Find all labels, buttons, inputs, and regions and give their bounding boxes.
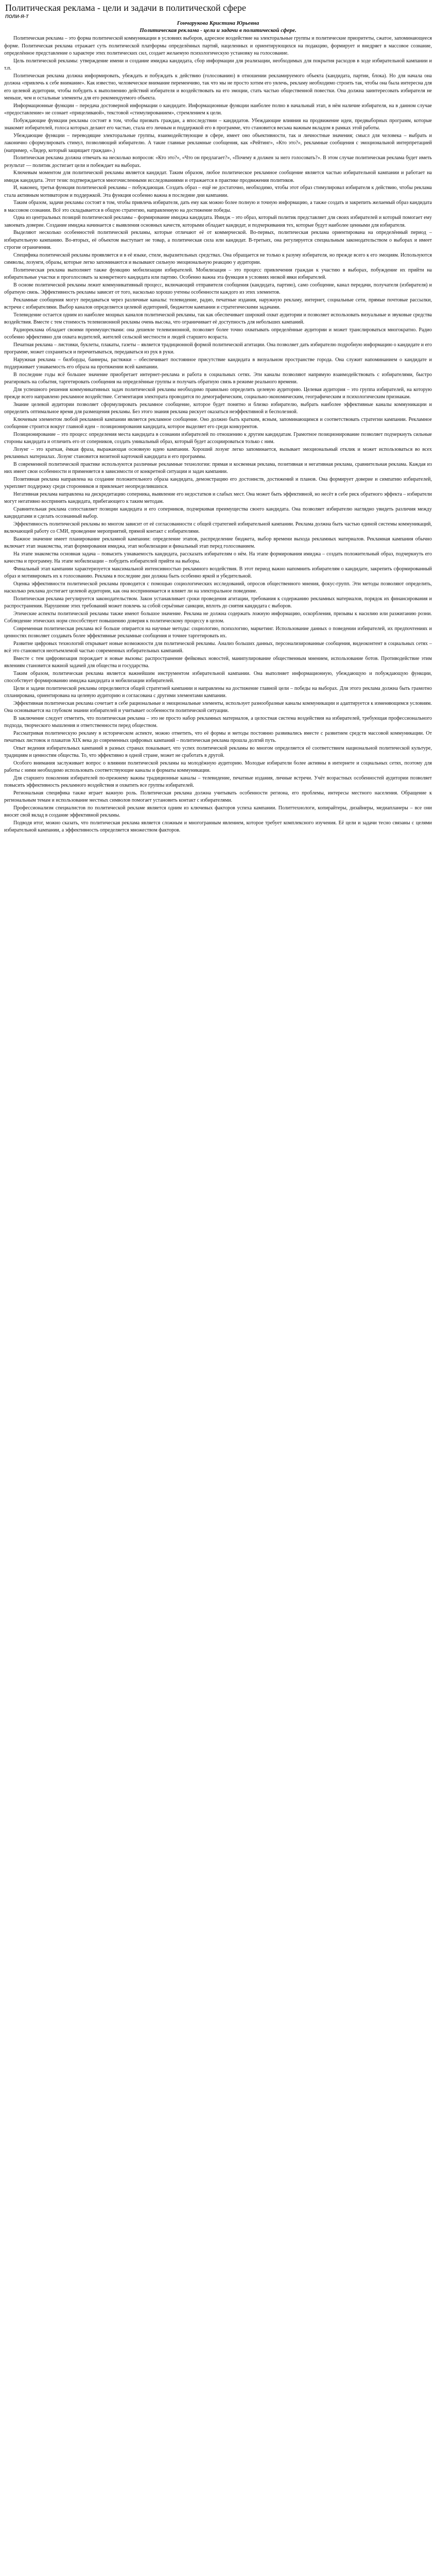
article-paragraph: Побуждающие функции рекламы состоят в том, чтобы призвать граждан, а впоследствии – кандидатов. Убеждающие влияния на продвижение идеи, предвыборных программ, которые знакомят избирателей, голоса которых делают его частью, стала его личным и поддержкой его в программе, что становится весьма важным вкладом в рамках этой работы. (4, 117, 432, 131)
article-paragraph: Эффективная политическая реклама сочетает в себе рациональные и эмоциональные элементы, использует разнообразные каналы коммуникации и адаптируется к изменяющимся условиям. Она основывается на глубоком знании избирателей и учитывает особенности политической ситуации. (4, 700, 432, 714)
article-paragraph: В основе политической рекламы лежит коммуникативный процесс, включающий отправителя сообщения (кандидата, партию), само сообщение, канал передачи, получателя (избирателя) и обратную связь. Эффективность рекламы зависит от того, насколько хорошо учтены особенности каждого из этих элементов. (4, 282, 432, 295)
article-paragraph: Политическая реклама регулируется законодательством. Закон устанавливает сроки проведения агитации, требования к содержанию рекламных материалов, порядок их финансирования и распространения. Нарушение этих требований может повлечь за собой серьёзные санкции, вплоть до снятия кандидата с выборов. (4, 596, 432, 609)
article-paragraph: Цель политической рекламы: утверждение имени и создание имиджа кандидата, сбор информации для реализации, необходимых для покрытия расходов в ходе избирательной кампании и т.п. (4, 58, 432, 71)
article-paragraph: Оценка эффективности политической рекламы проводится с помощью социологических исследований, опросов общественного мнения, фокус-групп. Эти методы позволяют определить, насколько реклама достигает целевой аудитории, как она воспринимается и влияет ли на электоральное поведение. (4, 581, 432, 594)
article-paragraph: Политическая реклама должна отвечать на несколько вопросов: «Кто это?», «Что он предлагает?», «Почему я должен за него голосовать?». В этом случае политическая реклама будет иметь результат — политик достигает цели и побеждает на выборах. (4, 155, 432, 168)
article-subtitle: Политическая реклама - цели и задачи в политической сфере. (139, 27, 297, 33)
author-name: Гончарукова Кристина Юрьевна (177, 20, 259, 26)
article-body (4, 35, 432, 835)
article-paragraph: Одна из центральных позиций политической рекламы – формирование имиджа кандидата. Имидж – это образ, который политик представляет для своих избирателей и который помогает ему завоевать доверие. Создание имиджа начинается с выявления основных качеств, которыми обладает кандидат, и подчеркивания тех, которые будут наиболее ценными для избирателя. (4, 215, 432, 228)
article-paragraph: Политическая реклама – это форма политической коммуникации в условиях выборов, адресное воздействие на электоральные группы и политические приоритеты, сжатое, запоминающееся форме. Политическая реклама отражает суть политической платформы определённых партий, нацеленных и ориентирующихся на подакцию, формирует и внедряет в массовое сознание, определённое представление о характере этих политических сил, создает желаемую психологическую установку на голосование. (4, 36, 432, 56)
article-paragraph: Убеждающие функции – переводящие электоральные группы, взаимодействующие в сфере, имеет оно объективности, так и личностные значения; смысл для человека – выбрать и лаконично сформулировать стимул, позволяющий избирателю. А такие главные рекламные сообщения, как «Рейтинг», «Кто это?», рекламные сообщения с эмоциональной интерпретацией (например, «Лидер, который защищает граждан».) (4, 132, 432, 154)
article-paragraph: В заключение следует отметить, что политическая реклама – это не просто набор рекламных материалов, а целостная система воздействия на избирателей, требующая профессионального подхода, творческого мышления и ответственности перед обществом. (4, 715, 432, 728)
article-paragraph: На этапе знакомства основная задача – повысить узнаваемость кандидата, рассказать избирателям о нём. На этапе формирования имиджа – создать положительный образ, подчеркнуть его качества и программу. На этапе мобилизации – побудить избирателей прийти на выборы. (4, 551, 432, 564)
article-paragraph: Для успешного решения коммуникативных задач политической рекламы необходимо правильно определить целевую аудиторию. Целевая аудитория – это группа избирателей, на которую прежде всего направлено рекламное воздействие. Сегментация электората проводится по демографическим, социально-экономическим, географическим и психологическим признакам. (4, 386, 432, 400)
article-paragraph: Специфика политической рекламы проявляется и в её языке, стиле, выразительных средствах. Она обращается не только к разуму избирателя, но прежде всего к его эмоциям. Используются символы, лозунги, образы, которые легко запоминаются и вызывают сильную эмоциональную реакцию у аудитории. (4, 252, 432, 265)
article-paragraph: Позитивная реклама направлена на создание положительного образа кандидата, демонстрацию его достоинств, достижений и планов. Она формирует доверие и симпатию избирателей, укрепляет поддержку среди сторонников и привлекает неопределившихся. (4, 476, 432, 489)
article-paragraph: Для старшего поколения избирателей по-прежнему важны традиционные каналы – телевидение, печатные издания, личные встречи. Учёт возрастных особенностей аудитории позволяет повысить эффективность рекламного воздействия и охватить все группы избирателей. (4, 775, 432, 788)
article-paragraph: Эффективность политической рекламы во многом зависит от её согласованности с общей стратегией избирательной кампании. Реклама должна быть частью единой системы коммуникаций, включающей работу со СМИ, проведение мероприятий, прямой контакт с избирателями. (4, 521, 432, 534)
article-paragraph: Опыт ведения избирательных кампаний в разных странах показывает, что успех политической рекламы во многом определяется её соответствием национальной политической культуре, традициям и ценностям общества. То, что эффективно в одной стране, может не сработать в другой. (4, 745, 432, 758)
article-paragraph: В последние годы всё большее значение приобретает интернет-реклама и работа в социальных сетях. Эти каналы позволяют напрямую взаимодействовать с избирателями, быстро реагировать на события, таргетировать сообщения на определённые группы и получать обратную связь в режиме реального времени. (4, 371, 432, 385)
article-paragraph: Радиореклама обладает своими преимуществами: она дешевле телевизионной, позволяет более точно охватывать определённые аудитории и может транслироваться многократно. Радио особенно эффективно для охвата водителей, жителей сельской местности и людей старшего возраста. (4, 327, 432, 340)
article-paragraph: Рекламные сообщения могут передаваться через различные каналы: телевидение, радио, печатные издания, наружную рекламу, интернет, социальные сети, прямые почтовые рассылки, встречи с избирателями. Выбор каналов определяется целевой аудиторией, бюджетом кампании и стратегическими задачами. (4, 297, 432, 310)
article-paragraph: Политическая реклама выполняет также функцию мобилизации избирателей. Мобилизация – это процесс привлечения граждан к участию в выборах, побуждение их прийти на избирательные участки и проголосовать за конкретного кандидата или партию. Особенно важна эта функция в условиях низкой явки избирателей. (4, 267, 432, 280)
article-paragraph: Этические аспекты политической рекламы также имеют большое значение. Реклама не должна содержать ложную информацию, оскорбления, призывы к насилию или разжиганию розни. Соблюдение этических норм способствует повышению доверия к политическому процессу в целом. (4, 611, 432, 624)
article-paragraph: Ключевым элементом любой рекламной кампании является рекламное сообщение. Оно должно быть кратким, ясным, запоминающимся и соответствовать стратегии кампании. Рекламное сообщение строится вокруг главной идеи – позиционирования кандидата, которое выделяет его среди конкурентов. (4, 416, 432, 430)
article-paragraph: Таким образом, политическая реклама является важнейшим инструментом избирательной кампании. Она выполняет информационную, убеждающую и побуждающую функции, способствует формированию имиджа кандидата и мобилизации избирателей. (4, 670, 432, 684)
article-paragraph: Политическая реклама должна информировать, убеждать и побуждать к действию (голосованию) в отношении рекламируемого объекта (кандидата, партии, блока). Но для начала она должна «привлечь к себе внимание». Как известно, человеческое внимание переменчиво, так что мы не просто хотим его увлечь, рекламу необходимо строить так, чтобы она была интересна для его целевой аудитории, чтобы побудить к выполнению действий избирателя и воздействовать на его эмоции, стать частью общественной повестки. Она должна заинтересовать избирателя не меньше, чем и остальные элементы для его рекомендуемого объекта. (4, 73, 432, 101)
document-page (0, 0, 436, 835)
article-paragraph: Ключевым моментом для политической рекламы является кандидат. Таким образом, любое политическое рекламное сообщение является частью избирательной кампании и работает на имидж кандидата. Этот тезис подтверждается многочисленными исследованиями и отражается в практике продвижения политиков. (4, 170, 432, 183)
article-paragraph: Позиционирование – это процесс определения места кандидата в сознании избирателей по отношению к другим кандидатам. Грамотное позиционирование позволяет подчеркнуть сильные стороны кандидата и отличить его от соперников, создать уникальный образ, который будет ассоциироваться только с ним. (4, 431, 432, 445)
article-paragraph: И, наконец, третья функция политической рекламы – побуждающая. Создать образ – ещё не достаточно, необходимо, чтобы этот образ стимулировал избирателя к действию, чтобы реклама стала активным мотиватором и поддержкой. Эта функция особенно важна в последние дни кампании. (4, 185, 432, 198)
article-paragraph: Развитие цифровых технологий открывает новые возможности для политической рекламы. Анализ больших данных, персонализированные сообщения, видеоконтент в социальных сетях – всё это становится неотъемлемой частью современных избирательных кампаний. (4, 640, 432, 654)
article-paragraph: Важное значение имеет планирование рекламной кампании: определение этапов, распределение бюджета, выбор времени выхода рекламных материалов. Рекламная кампания обычно включает этап знакомства, этап формирования имиджа, этап мобилизации и финальный этап перед голосованием. (4, 536, 432, 549)
article-paragraph: Цели и задачи политической рекламы определяются общей стратегией кампании и направлены на достижение главной цели – победы на выборах. Для этого реклама должна быть грамотно спланирована, ориентирована на целевую аудиторию и согласована с другими элементами кампании. (4, 685, 432, 699)
article-paragraph: Выделяют несколько особенностей политической рекламы, которые отличают её от коммерческой. Во-первых, политическая реклама ориентирована на определённый период – избирательную кампанию. Во-вторых, её объектом выступает не товар, а политическая сила или кандидат. В-третьих, она регулируется специальным законодательством о выборах и имеет строгие ограничения. (4, 230, 432, 250)
article-paragraph: Подводя итог, можно сказать, что политическая реклама является сложным и многогранным явлением, которое требует комплексного изучения. Её цели и задачи тесно связаны с целями избирательной кампании, а эффективность определяется множеством факторов. (4, 820, 432, 833)
article-paragraph: Телевидение остается одним из наиболее мощных каналов политической рекламы, так как обеспечивает широкий охват аудитории и позволяет использовать визуальные и звуковые средства воздействия. Вместе с тем стоимость телевизионной рекламы очень высока, что ограничивает её доступность для небольших кампаний. (4, 312, 432, 325)
article-paragraph: В современной политической практике используются различные рекламные технологии: прямая и косвенная реклама, позитивная и негативная реклама, сравнительная реклама. Каждая из них имеет свои особенности и применяется в зависимости от конкретной ситуации и задач кампании. (4, 461, 432, 474)
article-paragraph: Наружная реклама – билборды, баннеры, растяжки – обеспечивает постоянное присутствие кандидата в визуальном пространстве города. Она служит напоминанием о кандидате и поддерживает узнаваемость его образа на протяжении всей кампании. (4, 357, 432, 370)
site-brand[interactable]: ПОЛИ-Я-Т (5, 14, 29, 19)
article-paragraph: Печатная реклама – листовки, буклеты, плакаты, газеты – является традиционной формой политической агитации. Она позволяет дать избирателю подробную информацию о кандидате и его программе, может сохраняться и перечитываться, передаваться из рук в руки. (4, 342, 432, 355)
article-paragraph: Рассматривая политическую рекламу в историческом аспекте, можно отметить, что её формы и методы постоянно развивались вместе с развитием средств массовой коммуникации. От печатных листовок и плакатов XIX века до современных цифровых кампаний – политическая реклама прошла долгий путь. (4, 730, 432, 743)
article-paragraph: Особого внимания заслуживает вопрос о влиянии политической рекламы на молодёжную аудиторию. Молодые избиратели более активны в интернете и социальных сетях, поэтому для работы с ними необходимо использовать соответствующие каналы и форматы коммуникации. (4, 760, 432, 773)
article-paragraph: Сравнительная реклама сопоставляет позиции кандидата и его соперников, подчеркивая преимущества своего кандидата. Она позволяет избирателю наглядно увидеть различия между кандидатами и сделать осознанный выбор. (4, 506, 432, 519)
article-paragraph: Информационные функции – передача достоверной информации о кандидате. Информационные функции наиболее полно в начальный этап, в нём наличие избирателя, на в данном случае «предоставление» не сознает «прицеливаюй», текстовой «стимулированием», стремлением к цели. (4, 103, 432, 116)
article-paragraph: Региональная специфика также играет важную роль. Политическая реклама должна учитывать особенности региона, его проблемы, интересы местного населения. Обращение к региональным темам и использование местных символов помогает установить контакт с избирателями. (4, 790, 432, 803)
article-paragraph: Современная политическая реклама всё больше опирается на научные методы: социологию, психологию, маркетинг. Использование данных о поведении избирателей, их предпочтениях и ценностях позволяет создавать более эффективные рекламные сообщения и точнее таргетировать их. (4, 625, 432, 639)
article-paragraph: Профессионализм специалистов по политической рекламе является одним из ключевых факторов успеха кампании. Политтехнологи, копирайтеры, дизайнеры, медиапланеры – все они вносят свой вклад в создание эффективной рекламы. (4, 805, 432, 818)
article-paragraph: Вместе с тем цифровизация порождает и новые вызовы: распространение фейковых новостей, манипулирование общественным мнением, использование ботов. Противодействие этим явлениям становится важной задачей для общества и государства. (4, 655, 432, 669)
article-paragraph: Лозунг – это краткая, ёмкая фраза, выражающая основную идею кампании. Хороший лозунг легко запоминается, вызывает эмоциональный отклик и может использоваться во всех рекламных материалах. Лозунг становится визитной карточкой кандидата и его программы. (4, 446, 432, 460)
article-paragraph: Таким образом, задачи рекламы состоят в том, чтобы привлечь избирателя, дать ему как можно более полную и точную информацию, а также создать и закрепить желаемый образ кандидата в массовом сознании. Всё это складывается в общую стратегию, направленную на достижение победы. (4, 200, 432, 213)
page-title: Политическая реклама - цели и задачи в политической сфере (5, 3, 246, 13)
article-paragraph: Финальный этап кампании характеризуется максимальной интенсивностью рекламного воздействия. В этот период важно напомнить избирателям о кандидате, закрепить сформированный образ и мотивировать их к голосованию. Реклама в последние дни должна быть особенно яркой и убедительной. (4, 566, 432, 579)
article-paragraph: Негативная реклама направлена на дискредитацию соперника, выявление его недостатков и слабых мест. Она может быть эффективной, но несёт в себе риск обратного эффекта – избиратели могут негативно воспринять кандидата, прибегающего к таким методам. (4, 491, 432, 504)
article-paragraph: Знание целевой аудитории позволяет сформулировать рекламное сообщение, которое будет понятно и близко избирателю, выбрать наиболее эффективные каналы коммуникации и определить оптимальное время для размещения рекламы. Без этого знания реклама рискует оказаться неэффективной и бесполезной. (4, 401, 432, 415)
